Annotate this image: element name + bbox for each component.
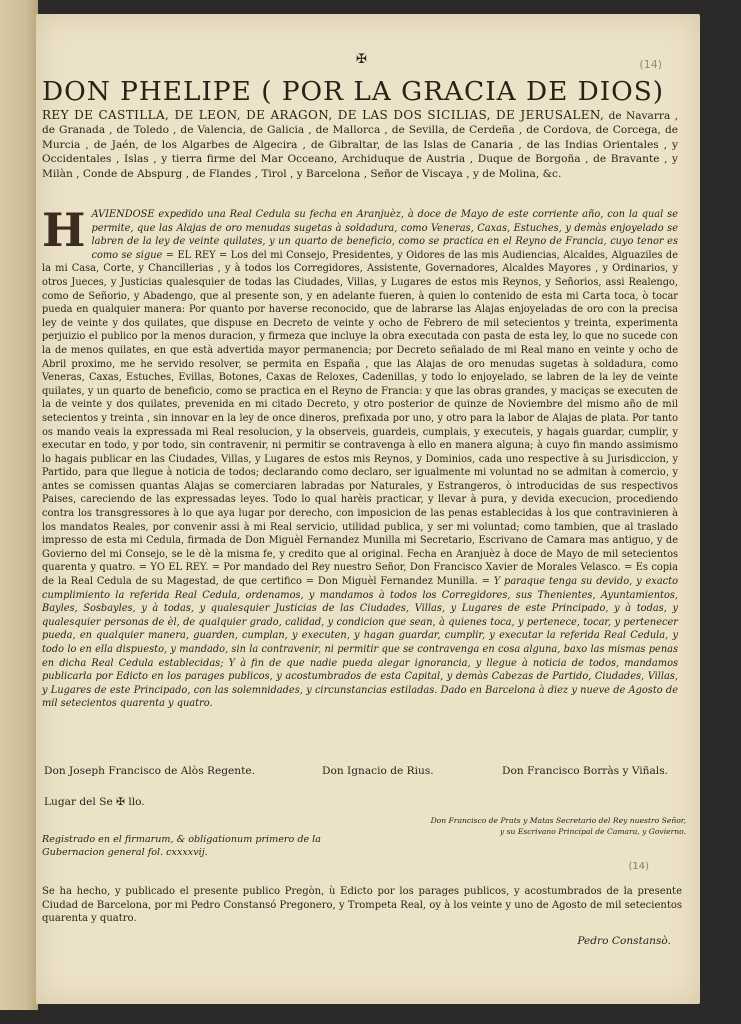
crier-signature: Pedro Constansò.: [577, 935, 671, 947]
secretary-signature: Don Francisco de Prats y Matas Secretario del Rey nuestro Señor, y su Escrivano Principal de Camara, y Govierno.: [430, 816, 686, 836]
signature-rius: Don Ignacio de Rius.: [322, 765, 434, 777]
document-title: DON PHELIPE ( POR LA GRACIA DE DIOS): [42, 76, 665, 107]
page-number-mark: (14): [639, 58, 662, 71]
royal-cedula-text: = EL REY = Los del mi Consejo, Presidentes, y Oidores de las mis Audiencias, Alcaldes, Alguaziles de la mi Casa, Corte, y Chancillerias , y à todos los Corregidores, Assistente, Governadores, Alcaldes Mayores , y Ordinarios, y otros Jueces, y Justicias qualesquier de todas las Ciudades, Villas, y Lugares de estos mis Reynos, y Señorios, assi Realengo, como de Señorio, y Abadengo, que al presente son, y en adelante fueren, à quien lo contenido de esta mi Carta toca, ò tocar pueda en qualquier manera: Por quanto por haverse reconocido, que de labrarse las Alajas enjoyeladas de oro con la precisa ley de veinte y dos quilates, que dispuse en Decreto de veinte y ocho de Febrero de mil setecientos y treinta, experimenta perjuizio el publico por la menos duracion, y firmeza que incluye la obra executada con pasta de esta ley, lo que no sucede con la de menos quilates, en que està advertida mayor permanencia; por Decreto señalado de mi Real mano en veinte y ocho de Abril proximo, me he servido resolver, se permita en España , que las Alajas de oro menudas sugetas à soldadura, como Veneras, Caxas, Estuches, Evillas, Botones, Caxas de Reloxes, Cadenillas, y todo lo enjoyelado, se labren de la ley de veinte quilates, y un quarto de beneficio, como se practica en el Reyno de Francia: y que las obras grandes, y maciças se executen de la de veinte y dos quilates, prevenida en mi citado Decreto, y otro posterior de quinze de Noviembre del mismo año de mil setecientos y treinta , sin innovar en la ley de once dineros, prefixada por uno, y otro para la labor de Alajas de plata. Por tanto os mando veais la expressada mi Real resolucion, y la observeis, guardeis, cumplais, y executeis, y hagais guardar, cumplir, y executar en todo, y por todo, sin contravenir, ni permitir se contravenga à ello en manera alguna; à cuyo fin mando assimismo lo hagais publicar en las Ciudades, Villas, y Lugares de estos mis Reynos, y Dominios, cada uno respective à su Jurisdiccion, y Partido, para que llegue à noticia de todos; declarando como declaro, ser igualmente mi voluntad no se admitan à comercio, y antes se comissen quantas Alajas se comerciaren labradas por Naturales, y Estrangeros, ò introducidas de sus respectivos Paises, careciendo de las expressadas leyes. Todo lo qual harèis practicar, y llevar à pura, y devida execucion, procediendo contra los transgressores à lo que aya lugar por derecho, con imposicion de las penas establecidas à los que contravinieren à los mandatos Reales, por convenir assi à mi Real servicio, utilidad publica, y ser mi voluntad; como tambien, que al traslado impresso de esta mi Cedula, firmada de Don Miguèl Fernandez Munilla mi Secretario, Escrivano de Camara mas antiguo, y de Govierno del mi Consejo, se le dè la misma fe, y credito que al original. Fecha en Aranjuèz à doce de Mayo de mil setecientos quarenta y quatro. = YO EL REY. = Por mandado del Rey nuestro Señor, Don Francisco Xavier de Morales Velasco. = Es copia de la Real Cedula de su Magestad, de que certifico = Don Miguèl Fernandez Munilla. =: [42, 249, 678, 588]
adjacent-page-edge: [0, 0, 38, 1010]
drop-capital: H: [42, 203, 86, 257]
decree-body: [42, 203, 678, 711]
royal-titles-rest: de Navarra , de Granada , de Toledo , de Valencia, de Galicia , de Mallorca , de Sevilla, de Cerdeña , de Cordova, de Corcega, de Murcia , de Jaén, de los Algarbes de Algecira , de Gibraltar, de las Islas de Canaria , de las Indias Orientales , y Occidentales , Islas , y tierra firme del Mar Occeano, Archiduque de Austria , Duque de Borgoña , de Bravante , y Milàn , Conde de Abspurg , de Flandes , Tirol , y Barcelona , Señor de Viscaya , y de Molina, &c.: [42, 110, 678, 180]
registration-note: Registrado en el firmarum, & obligationum primero de la Gubernacion general fol. cxxxxvij.: [42, 834, 321, 858]
cross-ornament: ✠: [356, 52, 367, 67]
signature-alos: Don Joseph Francisco de Alòs Regente.: [44, 765, 256, 777]
royal-titles-first-line: REY DE CASTILLA, DE LEON, DE ARAGON, DE LAS DOS SICILIAS, DE JERUSALEN,: [42, 108, 605, 122]
seal-place: Lugar del Se ✠ llo.: [44, 796, 145, 808]
viceregal-order-text: Y paraque tenga su devido, y exacto cumplimiento la referida Real Cedula, ordenamos, y mandamos à todos los Corregidores, sus Thenientes, Ayuntamientos, Bayles, Sosbayles, y à todas, y qualesquier Justicias de las Ciudades, Villas, y Lugares de este Principado, y à todas, y qualesquier personas de èl, de qualquier grado, calidad, y condicion que sean, à quienes toca, y pertenece, tocar, y pertenecer pueda, en qualquier manera, guarden, cumplan, y executen, y hagan guardar, cumplir, y executar la referida Real Cedula, y todo lo en ella dispuesto, y mandado, sin la contravenir, ni permitir que se contravenga en cosa alguna, baxo las mismas penas en dicha Real Cedula establecidas; Y à fin de que nadie pueda alegar ignorancia, y llegue à noticia de todos, mandamos publicarla por Edicto en los parages publicos, y acostumbrados de esta Capital, y demàs Cabezas de Partido, Ciudades, Villas, y Lugares de este Principado, con las solemnidades, y circunstancias estiladas. Dado en Barcelona à diez y nueve de Agosto de mil setecientos quarenta y quatro.: [42, 576, 678, 710]
decree-preamble: AVIENDOSE expedido una Real Cedula su fecha en Aranjuèz, à doce de Mayo de este corriente año, con la qual se permite, que las Alajas de oro menudas sugetas à soldadura, como Veneras, Caxas, Estuches, y demàs enjoyelado se labren de la ley de veinte quilates, y un quarto de beneficio, como se practica en el Reyno de Francia, cuyo tenor es como se sigue: [91, 209, 678, 261]
royal-titles: [42, 108, 678, 181]
proclamation-text: Se ha hecho, y publicado el presente publico Pregòn, ù Edicto por los parages publicos, y acostumbrados de la presente Ciudad de Barcelona, por mi Pedro Constansó Pregonero, y Trompeta Real, oy à los veinte y uno de Agosto de mil setecientos quarenta y quatro.: [42, 886, 682, 924]
signature-borras: Don Francisco Borràs y Viñals.: [502, 765, 668, 777]
pencil-folio-mark: (14): [628, 861, 649, 872]
